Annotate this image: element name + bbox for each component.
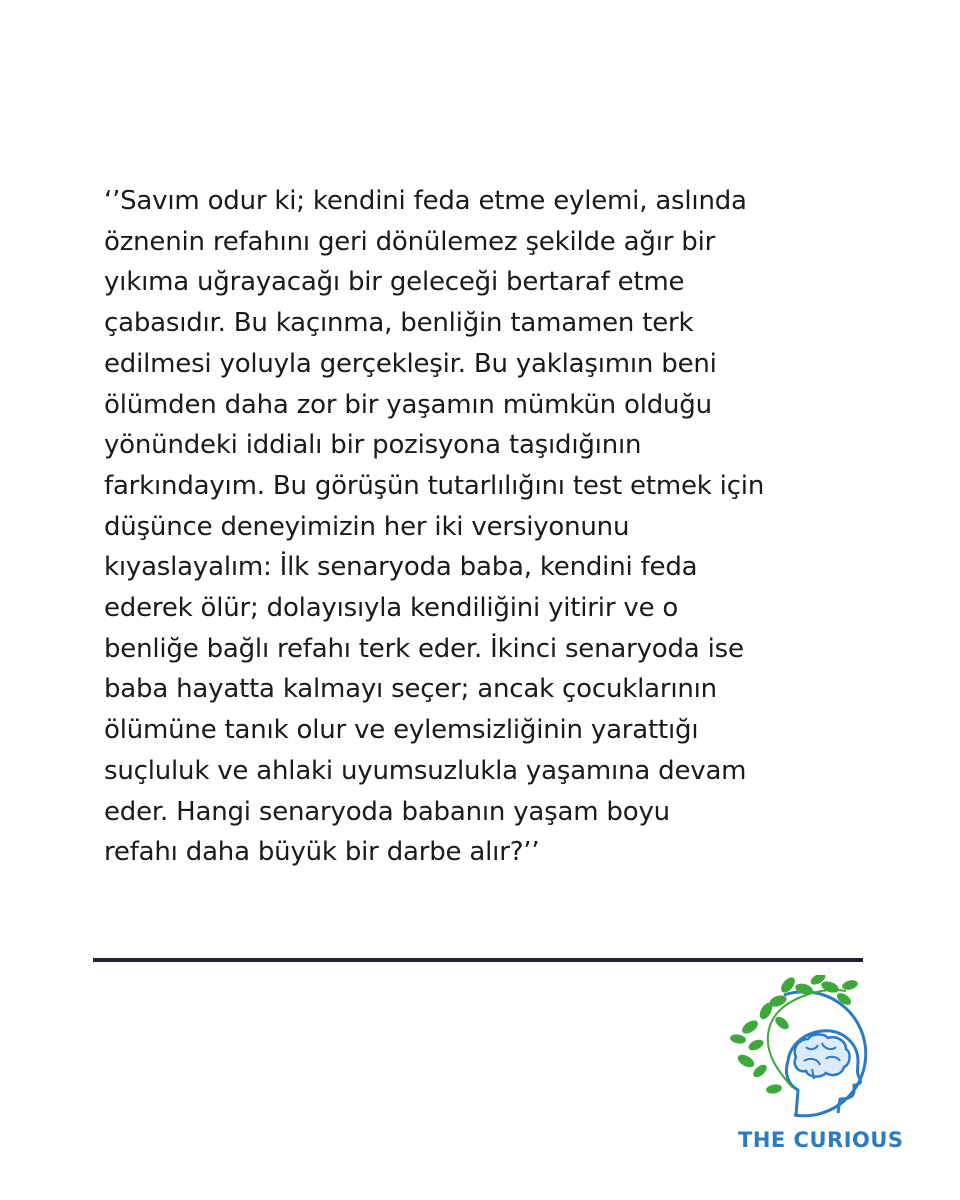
- quote-line: ölümden daha zor bir yaşamın mümkün olduğu: [104, 389, 712, 420]
- quote-line: suçluluk ve ahlaki uyumsuzlukla yaşamına devam: [104, 755, 747, 786]
- quote-line: ederek ölür; dolayısıyla kendiliğini yitirir ve o: [104, 593, 679, 624]
- quote-line: refahı daha büyük bir darbe alır?’’: [104, 837, 540, 868]
- quote-line: ‘’Savım odur ki; kendini feda etme eylemi, aslında: [104, 186, 747, 216]
- brand-name: THE CURIOUS: [738, 1128, 904, 1152]
- quote-line: çabasıdır. Bu kaçınma, benliğin tamamen terk: [104, 308, 694, 339]
- quote-line: edilmesi yoluyla gerçekleşir. Bu yaklaşımın beni: [104, 348, 717, 379]
- quote-line: kıyaslayalım: İlk senaryoda baba, kendini feda: [104, 552, 698, 583]
- quote-line: benliğe bağlı refahı terk eder. İkinci senaryoda ise: [104, 633, 744, 664]
- quote-line: öznenin refahını geri dönülemez şekilde ağır bir: [104, 226, 716, 257]
- quote-line: yönündeki iddialı bir pozisyona taşıdığının: [104, 430, 642, 461]
- quote-text: [104, 181, 884, 873]
- quote-line: baba hayatta kalmayı seçer; ancak çocuklarının: [104, 674, 717, 705]
- quote-line: ölümüne tanık olur ve eylemsizliğinin yarattığı: [104, 715, 699, 746]
- quote-line: düşünce deneyimizin her iki versiyonunu: [104, 511, 630, 542]
- divider-line: [93, 958, 863, 962]
- quote-line: eder. Hangi senaryoda babanın yaşam boyu: [104, 796, 670, 827]
- quote-line: yıkıma uğrayacağı bir geleceği bertaraf etme: [104, 267, 685, 298]
- quote-line: farkındayım. Bu görüşün tutarlılığını test etmek için: [104, 470, 765, 501]
